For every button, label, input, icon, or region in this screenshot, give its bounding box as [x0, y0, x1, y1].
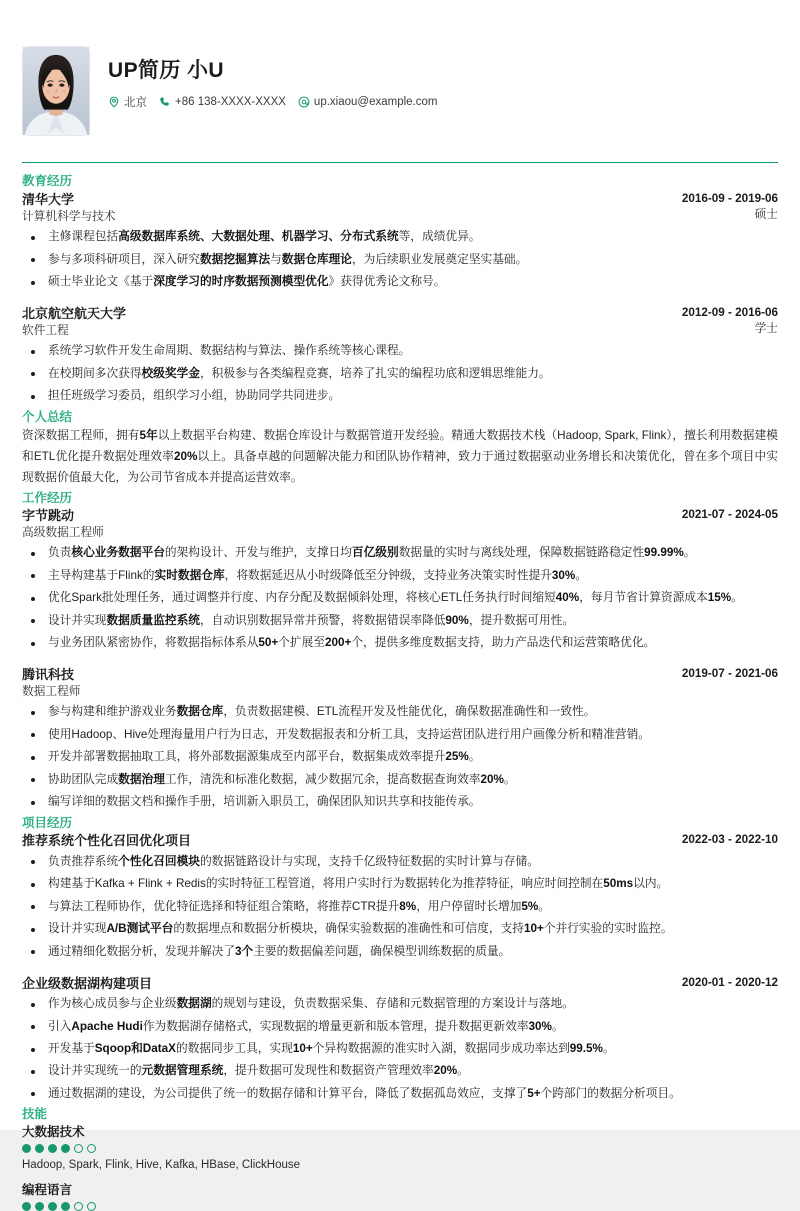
header-divider	[22, 162, 778, 163]
entry-dates: 2021-07 - 2024-05	[681, 508, 778, 522]
entry-right	[668, 666, 778, 682]
entry-head	[22, 666, 778, 700]
entry-left	[22, 666, 80, 700]
bullet-list	[22, 544, 778, 653]
entry-degree: 硕士	[754, 207, 778, 221]
bullet-item: 主修课程包括高级数据库系统、大数据处理、机器学习、分布式系统等，成绩优异。	[22, 228, 778, 247]
bullet-item: 通过数据湖的建设，为公司提供了统一的数据存储和计算平台，降低了数据孤岛效应，支撑了5+个跨部门的数据分析项目。	[22, 1085, 778, 1104]
entry-dates: 2019-07 - 2021-06	[681, 667, 778, 681]
bullet-item: 优化Spark批处理任务，通过调整并行度、内存分配及数据倾斜处理，将核心ETL任务执行时间缩短40%，每月节省计算资源成本15%。	[22, 589, 778, 608]
bullet-list	[22, 228, 778, 292]
section-title-projects: 项目经历	[22, 815, 73, 830]
contact-location-text: 北京	[124, 97, 147, 110]
header-text	[108, 46, 444, 110]
entry-role: 数据工程师	[22, 684, 81, 698]
contact-email[interactable]	[298, 96, 438, 108]
section-summary	[22, 410, 778, 489]
at-sign-icon	[298, 96, 310, 108]
bullet-item: 构建基于Kafka + Flink + Redis的实时特征工程管道，将用户实时行为数据转化为推荐特征，响应时间控制在50ms以内。	[22, 875, 778, 894]
skill-items: Hadoop, Spark, Flink, Hive, Kafka, HBase, ClickHouse	[22, 1159, 301, 1172]
bullet-item: 开发基于Sqoop和DataX的数据同步工具，实现10+个异构数据源的准实时入湖，数据同步成功率达到99.5%。	[22, 1040, 778, 1059]
location-pin-icon	[108, 96, 120, 108]
entry-left	[22, 975, 152, 993]
bullet-item: 硕士毕业论文《基于深度学习的时序数据预测模型优化》获得优秀论文称号。	[22, 273, 778, 292]
section-title-summary: 个人总结	[22, 409, 73, 424]
entry	[22, 666, 778, 812]
skill-dot-filled	[48, 1202, 57, 1211]
skill-list	[22, 1124, 778, 1211]
entry-right	[668, 305, 778, 337]
entry	[22, 191, 778, 292]
skill-dot-filled	[48, 1144, 57, 1153]
contact-location[interactable]	[108, 94, 147, 110]
bullet-item: 作为核心成员参与企业级数据湖的规划与建设，负责数据采集、存储和元数据管理的方案设计与落地。	[22, 995, 778, 1014]
bullet-item: 担任班级学习委员，组织学习小组，协助同学共同进步。	[22, 387, 778, 406]
skill-rating	[22, 1144, 778, 1153]
section-title-skills: 技能	[22, 1107, 48, 1122]
skill-dot-filled	[22, 1202, 31, 1211]
bullet-item: 协助团队完成数据治理工作，清洗和标准化数据，减少数据冗余，提高数据查询效率20%。	[22, 771, 778, 790]
bullet-item: 在校期间多次获得校级奖学金，积极参与各类编程竞赛，培养了扎实的编程功底和逻辑思维能力。	[22, 365, 778, 384]
contact-list	[108, 94, 444, 110]
bullet-item: 负责核心业务数据平台的架构设计、开发与维护，支撑日均百亿级别数据量的实时与离线处理，保障数据链路稳定性99.99%。	[22, 544, 778, 563]
summary-text: 资深数据工程师，拥有5年以上数据平台构建、数据仓库设计与数据管道开发经验。精通大数据技术栈（Hadoop, Spark, Flink），擅长利用数据建模和ETL优化提升数据处理效率20%以上。具备卓越的问题解决能力和团队协作精神，致力于通过数据驱动业务增长和决策优化，曾在多个项目中实现数据价值最大化，为公司节省成本并提高运营效率。	[22, 429, 778, 484]
entry-head	[22, 507, 778, 541]
entry	[22, 507, 778, 653]
entry-role: 软件工程	[22, 323, 69, 337]
resume-header	[22, 0, 778, 136]
bullet-list	[22, 995, 778, 1104]
entry-right	[668, 832, 778, 848]
bullet-item: 主导构建基于Flink的实时数据仓库，将数据延迟从小时级降低至分钟级，支持业务决策实时性提升30%。	[22, 567, 778, 586]
skill-block	[22, 1124, 778, 1175]
bullet-item: 负责推荐系统个性化召回模块的数据链路设计与实现，支持千亿级特征数据的实时计算与存储。	[22, 853, 778, 872]
avatar	[22, 46, 90, 136]
skill-dot-filled	[35, 1144, 44, 1153]
bullet-list	[22, 703, 778, 812]
section-title-work: 工作经历	[22, 490, 73, 505]
skill-dot-empty	[87, 1202, 96, 1211]
bullet-item: 使用Hadoop、Hive处理海量用户行为日志，开发数据报表和分析工具，支持运营团队进行用户画像分析和精准营销。	[22, 726, 778, 745]
skill-dot-empty	[87, 1144, 96, 1153]
skill-dot-empty	[74, 1202, 83, 1211]
bullet-list	[22, 342, 778, 406]
entry-head	[22, 975, 778, 993]
skill-rating	[22, 1202, 778, 1211]
bullet-item: 设计并实现A/B测试平台的数据埋点和数据分析模块，确保实验数据的准确性和可信度，支持10+个并行实验的实时监控。	[22, 920, 778, 939]
entry-degree: 学士	[754, 321, 778, 335]
entry-head	[22, 191, 778, 225]
bullet-item: 设计并实现统一的元数据管理系统，提升数据可发现性和数据资产管理效率20%。	[22, 1062, 778, 1081]
skill-block	[22, 1182, 778, 1211]
skill-dot-filled	[61, 1144, 70, 1153]
entry-right	[668, 975, 778, 991]
skill-name: 大数据技术	[22, 1125, 85, 1139]
entry-org: 清华大学	[22, 192, 75, 208]
entry-left	[22, 305, 126, 339]
skill-name: 编程语言	[22, 1182, 73, 1197]
contact-phone-text: +86 138-XXXX-XXXX	[175, 96, 286, 109]
skill-dot-filled	[35, 1202, 44, 1211]
section-education	[22, 174, 778, 406]
bullet-list	[22, 853, 778, 962]
section-work	[22, 491, 778, 812]
entry-dates: 2022-03 - 2022-10	[681, 833, 778, 847]
entry-dates: 2020-01 - 2020-12	[681, 975, 778, 989]
bullet-item: 与业务团队紧密协作，将数据指标体系从50+个扩展至200+个，提供多维度数据支持，助力产品迭代和运营策略优化。	[22, 634, 778, 653]
bullet-item: 开发并部署数据抽取工具，将外部数据源集成至内部平台，数据集成效率提升25%。	[22, 748, 778, 767]
section-title-education: 教育经历	[22, 174, 73, 189]
resume-body	[22, 174, 778, 1210]
skill-dot-filled	[61, 1202, 70, 1211]
entry-org: 推荐系统个性化召回优化项目	[22, 833, 192, 849]
entry-dates: 2016-09 - 2019-06	[681, 192, 778, 206]
entry-org: 北京航空航天大学	[22, 306, 127, 322]
section-projects	[22, 816, 778, 1104]
bullet-item: 参与多项科研项目，深入研究数据挖掘算法与数据仓库理论，为后续职业发展奠定坚实基础。	[22, 251, 778, 270]
bullet-item: 与算法工程师协作，优化特征选择和特征组合策略，将推荐CTR提升8%，用户停留时长增加5%。	[22, 898, 778, 917]
entry-org: 字节跳动	[22, 508, 75, 524]
entry-org: 腾讯科技	[22, 667, 75, 683]
section-skills	[22, 1107, 778, 1210]
bullet-item: 编写详细的数据文档和操作手册，培训新入职员工，确保团队知识共享和技能传承。	[22, 793, 778, 812]
bullet-item: 系统学习软件开发生命周期、数据结构与算法、操作系统等核心课程。	[22, 342, 778, 361]
entry-left	[22, 832, 191, 850]
candidate-name: UP简历 小U	[108, 59, 224, 82]
entry-role: 计算机科学与技术	[22, 209, 116, 223]
skill-dot-empty	[74, 1144, 83, 1153]
entry-head	[22, 305, 778, 339]
contact-phone[interactable]	[159, 96, 286, 108]
entry-org: 企业级数据湖构建项目	[22, 975, 153, 991]
entry-dates: 2012-09 - 2016-06	[681, 306, 778, 320]
entry-left	[22, 507, 104, 541]
bullet-item: 通过精细化数据分析，发现并解决了3个主要的数据偏差问题，确保模型训练数据的质量。	[22, 943, 778, 962]
entry	[22, 832, 778, 961]
entry	[22, 305, 778, 406]
bullet-item: 设计并实现数据质量监控系统，自动识别数据异常并预警，将数据错误率降低90%，提升数据可用性。	[22, 612, 778, 631]
bullet-item: 引入Apache Hudi作为数据湖存储格式，实现数据的增量更新和版本管理，提升数据更新效率30%。	[22, 1018, 778, 1037]
entry-left	[22, 191, 116, 225]
bullet-item: 参与构建和维护游戏业务数据仓库，负责数据建模、ETL流程开发及性能优化，确保数据准确性和一致性。	[22, 703, 778, 722]
entry-right	[668, 191, 778, 223]
entry-head	[22, 832, 778, 850]
phone-icon	[159, 96, 171, 108]
contact-email-text: up.xiaou@example.com	[313, 96, 438, 109]
entry-right	[668, 507, 778, 523]
entry-role: 高级数据工程师	[22, 525, 104, 539]
skill-dot-filled	[22, 1144, 31, 1153]
entry	[22, 975, 778, 1104]
